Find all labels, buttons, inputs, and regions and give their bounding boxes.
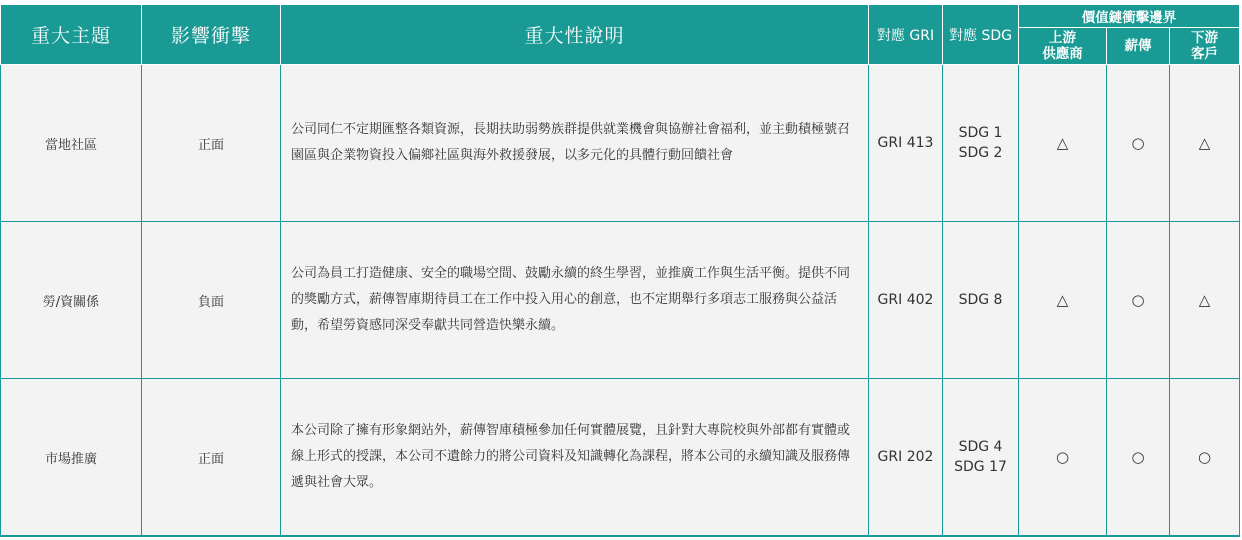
company-cell: ○: [1107, 65, 1170, 222]
upstream-cell: △: [1019, 65, 1107, 222]
sdg-cell: SDG 8: [943, 222, 1019, 379]
topic-cell: 勞/資關係: [1, 222, 142, 379]
topic-cell: 當地社區: [1, 65, 142, 222]
header-company: 薪傳: [1107, 28, 1170, 65]
header-downstream: 下游 客戶: [1170, 28, 1240, 65]
downstream-cell: △: [1170, 65, 1240, 222]
table-row: [1, 222, 1240, 379]
impact-cell: 正面: [142, 379, 281, 537]
impact-cell: 正面: [142, 65, 281, 222]
gri-cell: GRI 402: [869, 222, 943, 379]
company-cell: ○: [1107, 222, 1170, 379]
downstream-cell: ○: [1170, 379, 1240, 537]
header-impact: 影響衝擊: [142, 5, 281, 65]
upstream-cell: △: [1019, 222, 1107, 379]
header-value-chain: 價值鏈衝擊邊界: [1019, 5, 1240, 28]
sdg-cell: SDG 4 SDG 17: [943, 379, 1019, 537]
header-gri: 對應 GRI: [869, 5, 943, 65]
sdg-cell: SDG 1 SDG 2: [943, 65, 1019, 222]
downstream-cell: △: [1170, 222, 1240, 379]
topic-cell: 市場推廣: [1, 379, 142, 537]
header-sdg: 對應 SDG: [943, 5, 1019, 65]
impact-cell: 負面: [142, 222, 281, 379]
gri-cell: GRI 413: [869, 65, 943, 222]
header-topic: 重大主題: [1, 5, 142, 65]
materiality-table: [0, 4, 1240, 537]
header-upstream: 上游 供應商: [1019, 28, 1107, 65]
description-cell: 公司為員工打造健康、安全的職場空間、鼓勵永續的終生學習，並推廣工作與生活平衡。提供不同的獎勵方式，薪傳智庫期待員工在工作中投入用心的創意，也不定期舉行多項志工服務與公益活動，希望勞資感同深受奉獻共同營造快樂永續。: [281, 222, 869, 379]
table-row: [1, 379, 1240, 537]
description-cell: 本公司除了擁有形象網站外，薪傳智庫積極參加任何實體展覽，且針對大專院校與外部都有實體或線上形式的授課，本公司不遺餘力的將公司資料及知識轉化為課程，將本公司的永續知識及服務傳遞與社會大眾。: [281, 379, 869, 537]
company-cell: ○: [1107, 379, 1170, 537]
upstream-cell: ○: [1019, 379, 1107, 537]
gri-cell: GRI 202: [869, 379, 943, 537]
header-description: 重大性說明: [281, 5, 869, 65]
table-row: [1, 65, 1240, 222]
description-cell: 公司同仁不定期匯整各類資源，長期扶助弱勢族群提供就業機會與協辦社會福利，並主動積極號召園區與企業物資投入偏鄉社區與海外救援發展，以多元化的具體行動回饋社會: [281, 65, 869, 222]
